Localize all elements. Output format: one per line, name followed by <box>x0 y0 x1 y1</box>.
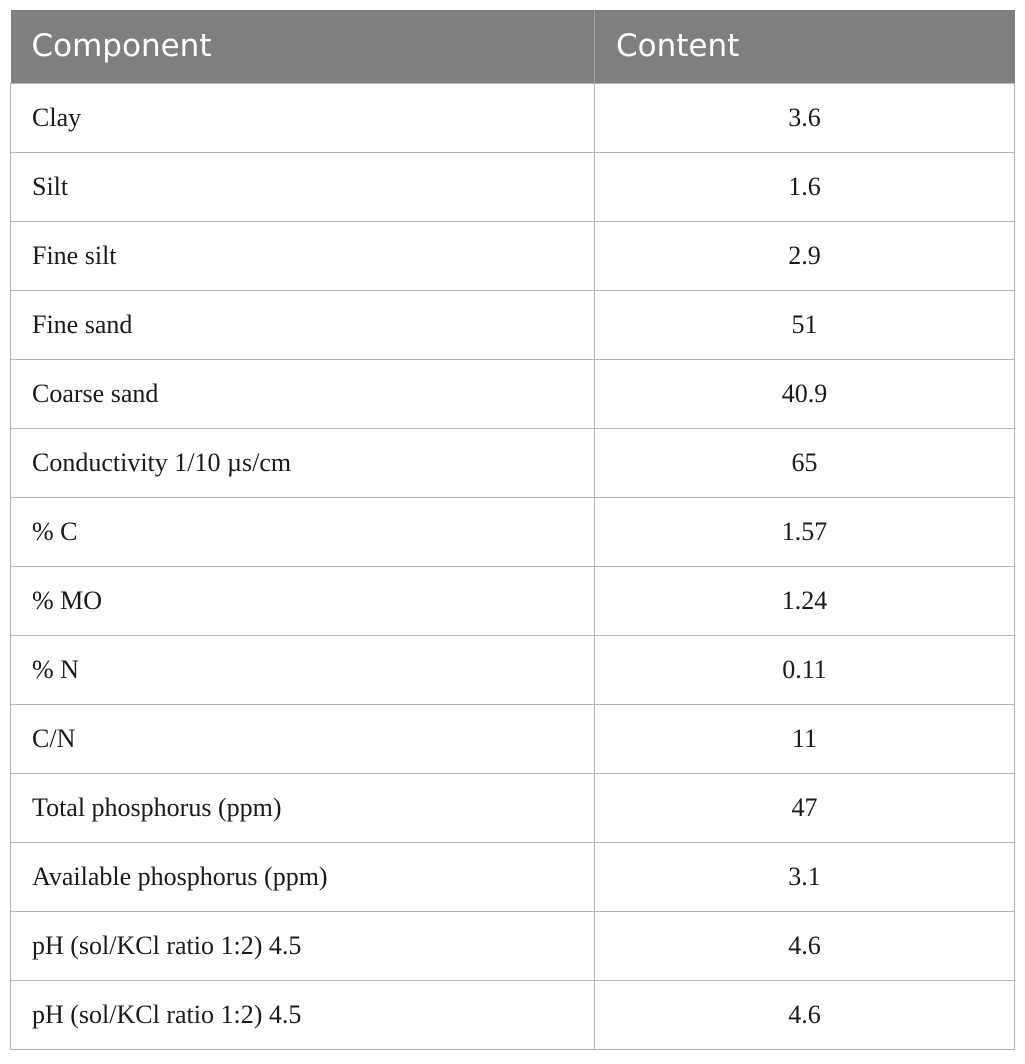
content-cell: 4.6 <box>595 911 1015 980</box>
column-header-component: Component <box>11 10 595 83</box>
component-cell: Fine silt <box>11 221 595 290</box>
content-cell: 65 <box>595 428 1015 497</box>
content-cell: 0.11 <box>595 635 1015 704</box>
component-cell: Fine sand <box>11 290 595 359</box>
content-cell: 3.6 <box>595 83 1015 152</box>
header-row <box>11 10 1015 83</box>
content-cell: 3.1 <box>595 842 1015 911</box>
data-table-container <box>10 10 1014 1050</box>
content-cell: 1.6 <box>595 152 1015 221</box>
table-row <box>11 290 1015 359</box>
table-row <box>11 911 1015 980</box>
component-cell: Silt <box>11 152 595 221</box>
table-row <box>11 152 1015 221</box>
component-cell: pH (sol/KCl ratio 1:2) 4.5 <box>11 911 595 980</box>
table-row <box>11 773 1015 842</box>
component-cell: Available phosphorus (ppm) <box>11 842 595 911</box>
content-cell: 1.57 <box>595 497 1015 566</box>
component-cell: Conductivity 1/10 µs/cm <box>11 428 595 497</box>
content-cell: 1.24 <box>595 566 1015 635</box>
content-cell: 4.6 <box>595 980 1015 1049</box>
content-cell: 11 <box>595 704 1015 773</box>
table-row <box>11 704 1015 773</box>
table-row <box>11 980 1015 1049</box>
table-row <box>11 428 1015 497</box>
table-row <box>11 83 1015 152</box>
component-cell: % N <box>11 635 595 704</box>
table-row <box>11 497 1015 566</box>
component-cell: pH (sol/KCl ratio 1:2) 4.5 <box>11 980 595 1049</box>
component-cell: % MO <box>11 566 595 635</box>
table-row <box>11 842 1015 911</box>
component-cell: % C <box>11 497 595 566</box>
table-body <box>11 83 1015 1049</box>
table-row <box>11 359 1015 428</box>
table-row <box>11 221 1015 290</box>
soil-composition-table <box>10 10 1015 1050</box>
column-header-content: Content <box>595 10 1015 83</box>
content-cell: 47 <box>595 773 1015 842</box>
component-cell: Clay <box>11 83 595 152</box>
table-row <box>11 635 1015 704</box>
content-cell: 40.9 <box>595 359 1015 428</box>
component-cell: Coarse sand <box>11 359 595 428</box>
content-cell: 2.9 <box>595 221 1015 290</box>
component-cell: C/N <box>11 704 595 773</box>
component-cell: Total phosphorus (ppm) <box>11 773 595 842</box>
content-cell: 51 <box>595 290 1015 359</box>
table-header <box>11 10 1015 83</box>
table-row <box>11 566 1015 635</box>
